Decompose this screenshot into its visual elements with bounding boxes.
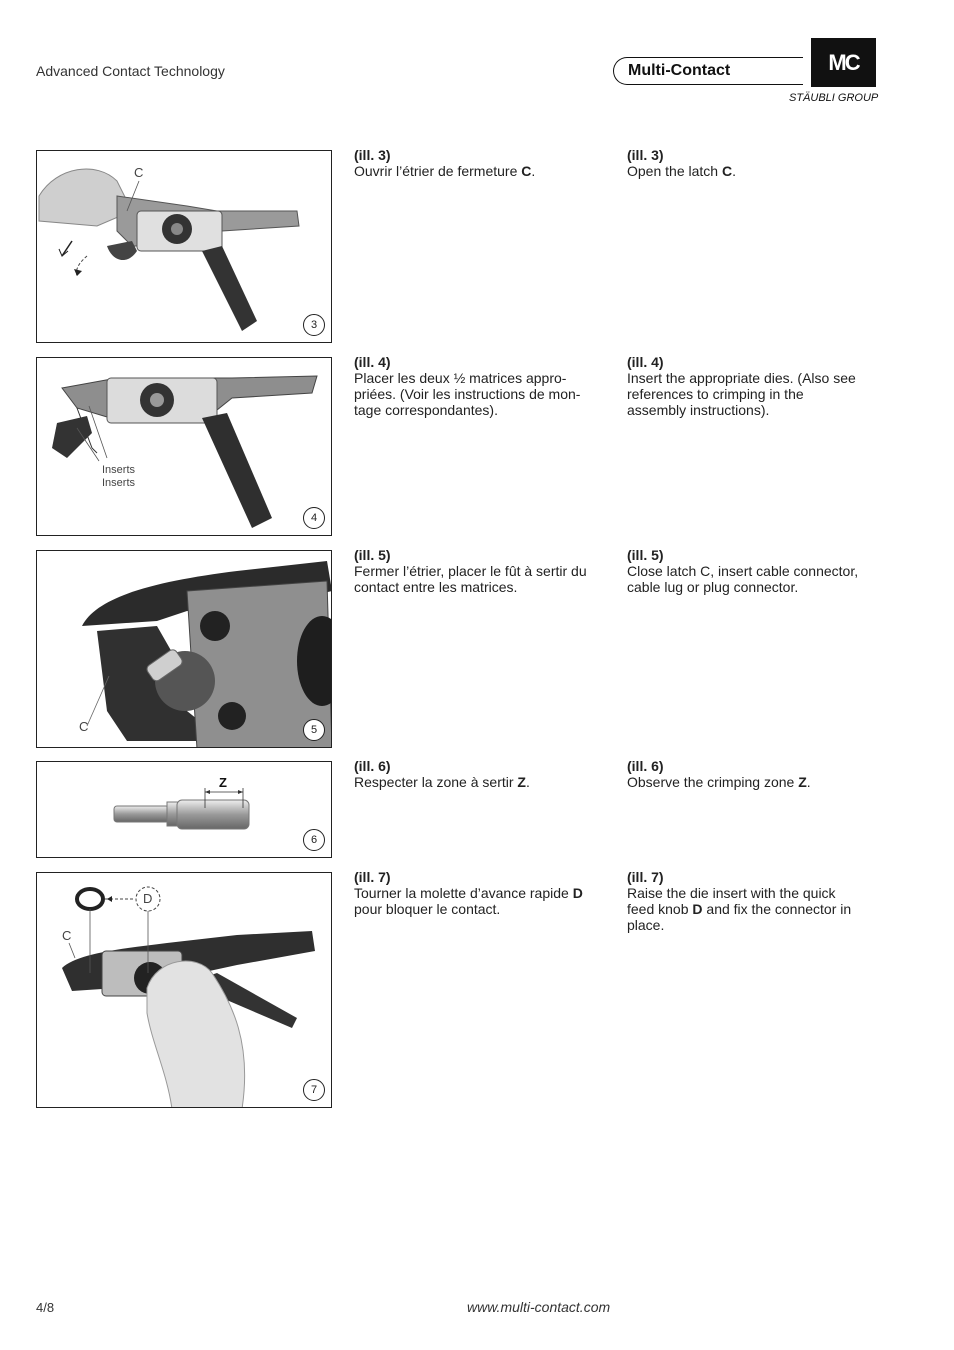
step-title: (ill. 3) — [354, 147, 391, 163]
figure-number-7: 7 — [303, 1079, 325, 1101]
step-title: (ill. 4) — [627, 354, 664, 370]
figure-ill-6 — [36, 761, 332, 858]
label-feed-knob-d: D — [143, 891, 153, 906]
step-text: Open the latch C. — [627, 163, 736, 179]
crimping-tool-photo-open-latch — [37, 151, 332, 343]
step-text: Insert the appropriate dies. (Also see references to crimping in the assembly instructions). — [627, 370, 856, 418]
step-text: Raise the die insert with the quick feed knob D and fix the connector in place. — [627, 885, 852, 933]
step-title: (ill. 6) — [354, 758, 391, 774]
figure-ill-4 — [36, 357, 332, 536]
label-crimp-zone-z: Z — [219, 775, 227, 790]
step-6-fr — [354, 758, 604, 790]
step-4-fr — [354, 354, 604, 418]
label-latch-c: C — [79, 719, 89, 734]
step-7-en — [627, 869, 877, 933]
label-latch-c: C — [134, 165, 144, 180]
step-text: Placer les deux ½ matrices appro- priées. (Voir les instructions de mon- tage correspondantes). — [354, 370, 581, 418]
figure-ill-7 — [36, 872, 332, 1108]
step-title: (ill. 5) — [354, 547, 391, 563]
label-inserts-fr: Inserts — [102, 464, 136, 476]
step-7-fr — [354, 869, 604, 917]
brand-wordmark — [613, 57, 803, 85]
step-title: (ill. 7) — [627, 869, 664, 885]
step-text: Close latch C, insert cable connector, cable lug or plug connector. — [627, 563, 859, 595]
step-title: (ill. 3) — [627, 147, 664, 163]
figure-ill-5 — [36, 550, 332, 748]
header-company-tagline: Advanced Contact Technology — [36, 63, 225, 79]
figure-ill-3 — [36, 150, 332, 343]
cable-connector-drawing — [37, 762, 332, 858]
label-inserts-en: Inserts — [102, 477, 136, 489]
step-title: (ill. 5) — [627, 547, 664, 563]
figure-number-4: 4 — [303, 507, 325, 529]
step-3-en — [627, 147, 877, 179]
step-text: Tourner la molette d’avance rapide D pour bloquer le contact. — [354, 885, 583, 917]
step-text: Respecter la zone à sertir Z. — [354, 774, 530, 790]
step-3-fr — [354, 147, 604, 179]
crimping-tool-photo-dies — [37, 358, 332, 536]
step-text: Fermer l’étrier, placer le fût à sertir du contact entre les matrices. — [354, 563, 587, 595]
step-title: (ill. 4) — [354, 354, 391, 370]
figure-number-6: 6 — [303, 829, 325, 851]
step-4-en — [627, 354, 877, 418]
page-number: 4/8 — [36, 1300, 55, 1315]
step-5-en — [627, 547, 877, 595]
figure-number-3: 3 — [303, 314, 325, 336]
group-name: STÄUBLI GROUP — [789, 92, 879, 104]
mc-logo — [811, 38, 876, 87]
label-latch-c: C — [62, 928, 72, 943]
crimping-tool-photo-feed-knob — [37, 873, 332, 1108]
step-text: Observe the crimping zone Z. — [627, 774, 811, 790]
step-6-en — [627, 758, 877, 790]
brand-name: Multi-Contact — [628, 62, 731, 79]
step-title: (ill. 7) — [354, 869, 391, 885]
step-text: Ouvrir l’étrier de fermeture C. — [354, 163, 536, 179]
step-title: (ill. 6) — [627, 758, 664, 774]
figure-number-5: 5 — [303, 719, 325, 741]
website-url: www.multi-contact.com — [467, 1299, 611, 1315]
step-5-fr — [354, 547, 604, 595]
logo-text: MC — [828, 50, 859, 75]
